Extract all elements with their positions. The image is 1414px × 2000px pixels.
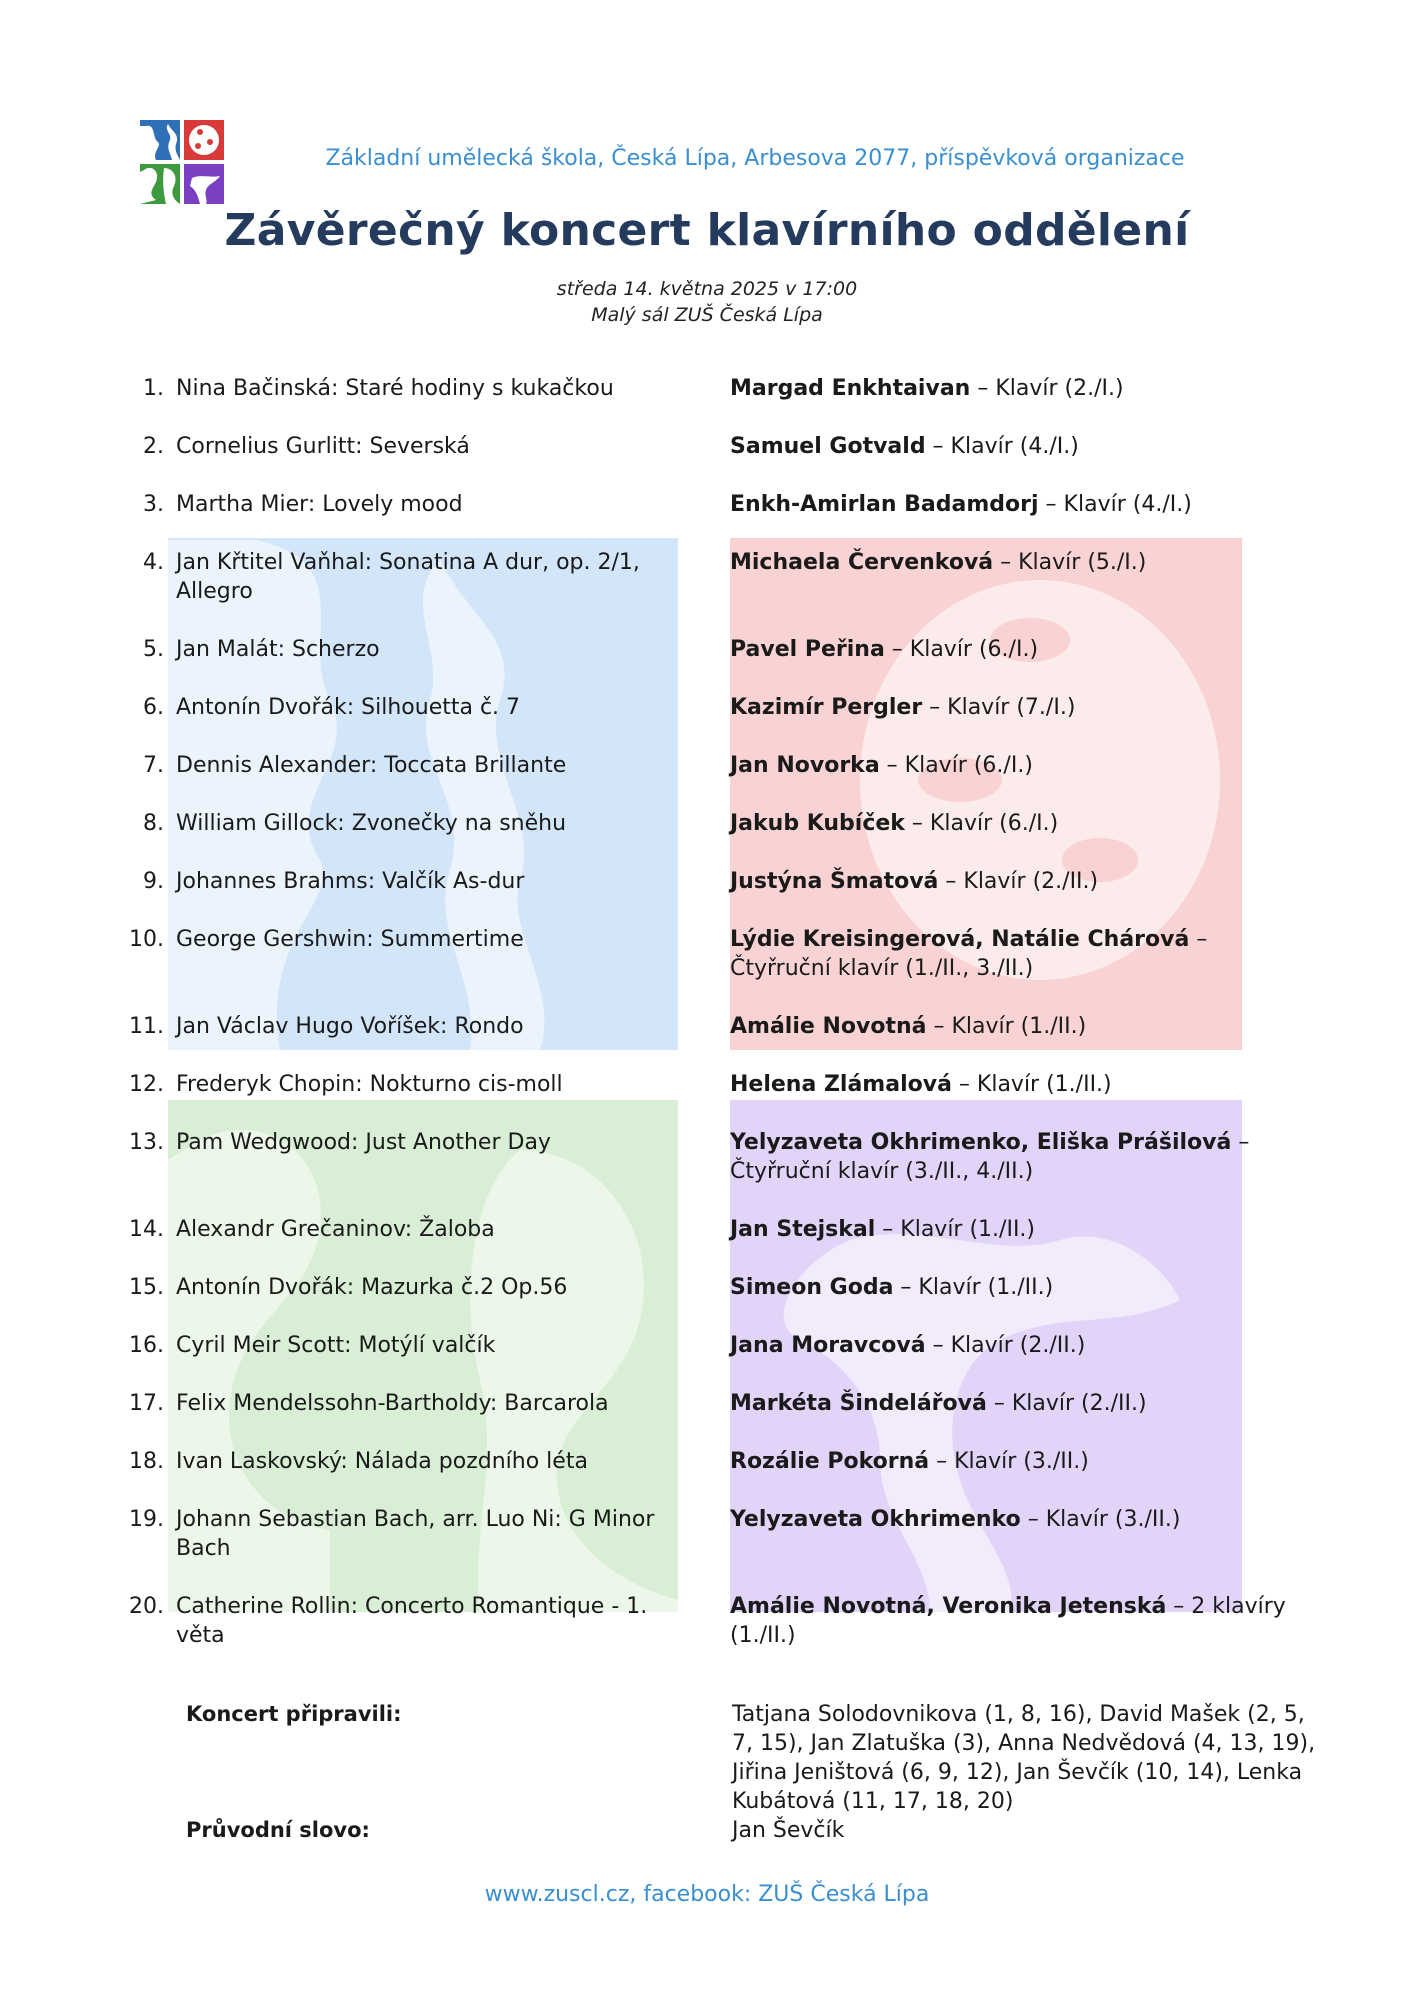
performer-line [730, 1012, 1310, 1041]
venue-line: Malý sál ZUŠ Česká Lípa [591, 304, 823, 326]
item-number: 7. [143, 753, 164, 778]
performer-name: Samuel Gotvald [730, 434, 926, 459]
piece-title: Johannes Brahms: Valčík As-dur [176, 869, 525, 894]
performer-name: Yelyzaveta Okhrimenko, Eliška Prášilová [730, 1130, 1232, 1155]
performer-name: Justýna Šmatová [730, 869, 939, 894]
performer-detail: – Klavír (6./I.) [884, 637, 1039, 662]
performer-detail: – Čtyřruční klavír (3./II., 4./II.) [730, 1130, 1250, 1184]
item-number: 2. [143, 434, 164, 459]
performer-line [730, 925, 1310, 983]
performer-detail: – 2 klavíry (1./II.) [730, 1594, 1286, 1648]
item-number: 11. [129, 1014, 164, 1039]
performer-detail: – Klavír (6./I.) [879, 753, 1033, 778]
performer-detail: – Klavír (3./II.) [929, 1449, 1089, 1474]
item-number: 12. [129, 1072, 164, 1097]
piece-title: Alexandr Grečaninov: Žaloba [176, 1217, 495, 1242]
performer-line [730, 374, 1310, 403]
footer-links: www.zuscl.cz, facebook: ZUŠ Česká Lípa [484, 1882, 930, 1907]
item-number: 6. [143, 695, 164, 720]
performer-line [730, 1389, 1310, 1418]
performer-detail: – Klavír (2./II.) [925, 1333, 1086, 1358]
piece-title: Jan Křtitel Vaňhal: Sonatina A dur, op. 2/1, Allegro [176, 550, 640, 604]
item-number: 17. [129, 1391, 164, 1416]
performer-name: Amálie Novotná, Veronika Jetenská [730, 1594, 1167, 1619]
performer-line [730, 867, 1310, 896]
performer-name: Lýdie Kreisingerová, Natálie Chárová [730, 927, 1190, 952]
piece-title: Jan Malát: Scherzo [176, 637, 380, 662]
performer-detail: – Klavír (2./II.) [938, 869, 1099, 894]
performer-name: Amálie Novotná [730, 1014, 927, 1039]
item-number: 4. [143, 550, 164, 575]
piece-title: Johann Sebastian Bach, arr. Luo Ni: G Minor Bach [176, 1507, 655, 1561]
item-number: 20. [129, 1594, 164, 1619]
word-text: Jan Ševčík [732, 1818, 845, 1843]
page-title: Závěrečný koncert klavírního oddělení [224, 205, 1190, 256]
performer-name: Jan Stejskal [730, 1217, 876, 1242]
school-logo [140, 120, 224, 204]
performer-name: Rozálie Pokorná [730, 1449, 930, 1474]
performer-line [730, 1447, 1310, 1476]
item-number: 9. [143, 869, 164, 894]
prepared-label: Koncert připravili: [186, 1702, 402, 1726]
performer-detail: – Klavír (4./I.) [925, 434, 1079, 459]
performer-name: Helena Zlámalová [730, 1072, 952, 1097]
item-number: 14. [129, 1217, 164, 1242]
piece-title: Pam Wedgwood: Just Another Day [176, 1130, 551, 1155]
piece-title: Catherine Rollin: Concerto Romantique - 1. věta [176, 1594, 648, 1648]
performer-name: Yelyzaveta Okhrimenko [730, 1507, 1021, 1532]
performer-name: Pavel Peřina [730, 637, 885, 662]
performer-name: Michaela Červenková [730, 550, 994, 575]
word-label: Průvodní slovo: [186, 1818, 370, 1842]
piece-title: Dennis Alexander: Toccata Brillante [176, 753, 567, 778]
piece-title: Nina Bačinská: Staré hodiny s kukačkou [176, 376, 614, 401]
performer-line [730, 635, 1310, 664]
item-number: 10. [129, 927, 164, 952]
piece-title: Jan Václav Hugo Voříšek: Rondo [176, 1014, 524, 1039]
performer-line [730, 751, 1310, 780]
item-number: 18. [129, 1449, 164, 1474]
performer-name: Margad Enkhtaivan [730, 376, 971, 401]
watermark-blue-quadrant [168, 538, 678, 1050]
piece-title: William Gillock: Zvonečky na sněhu [176, 811, 567, 836]
performer-line [730, 432, 1310, 461]
performer-name: Jakub Kubíček [730, 811, 905, 836]
item-number: 3. [143, 492, 164, 517]
performer-detail: – Klavír (6./I.) [904, 811, 1059, 836]
performer-line [730, 809, 1310, 838]
performer-line [730, 490, 1310, 519]
piece-title: Ivan Laskovský: Nálada pozdního léta [176, 1449, 588, 1474]
prepared-text: Tatjana Solodovnikova (1, 8, 16), David Mašek (2, 5, 7, 15), Jan Zlatuška (3), Anna Nedvědová (4, 13, 19), Jiřina Jeništová (6, 9, 12), Jan Ševčík (10, 14), Lenka Kubátová (11, 17, 18, 20) [732, 1702, 1316, 1814]
school-name: Základní umělecká škola, Česká Lípa, Arbesova 2077, příspěvková organizace [325, 146, 1185, 171]
item-number: 19. [129, 1507, 164, 1532]
performer-detail: – Klavír (1./II.) [893, 1275, 1054, 1300]
performer-line [730, 1215, 1310, 1244]
performer-detail: – Klavír (2./II.) [986, 1391, 1147, 1416]
performer-line [730, 1592, 1310, 1650]
piece-title: Cornelius Gurlitt: Severská [176, 434, 470, 459]
performer-name: Jana Moravcová [730, 1333, 926, 1358]
performer-line [730, 1273, 1310, 1302]
item-number: 13. [129, 1130, 164, 1155]
performer-name: Kazimír Pergler [730, 695, 923, 720]
item-number: 1. [143, 376, 164, 401]
performer-detail: – Klavír (1./II.) [875, 1217, 1036, 1242]
item-number: 15. [129, 1275, 164, 1300]
performer-detail: – Klavír (5./I.) [993, 550, 1147, 575]
performer-line [730, 1505, 1310, 1534]
performer-detail: – Klavír (1./II.) [951, 1072, 1112, 1097]
performer-detail: – Klavír (4./I.) [1038, 492, 1192, 517]
item-number: 8. [143, 811, 164, 836]
date-line: středa 14. května 2025 v 17:00 [556, 278, 858, 300]
performer-line [730, 1331, 1310, 1360]
piece-title: Antonín Dvořák: Mazurka č.2 Op.56 [176, 1275, 568, 1300]
piece-title: Antonín Dvořák: Silhouetta č. 7 [176, 695, 521, 720]
item-number: 16. [129, 1333, 164, 1358]
piece-title: Felix Mendelssohn-Bartholdy: Barcarola [176, 1391, 609, 1416]
performer-line [730, 548, 1310, 577]
performer-detail: – Klavír (1./II.) [926, 1014, 1087, 1039]
performer-detail: – Čtyřruční klavír (1./II., 3./II.) [730, 927, 1208, 981]
performer-detail: – Klavír (3./II.) [1020, 1507, 1181, 1532]
performer-detail: – Klavír (7./I.) [922, 695, 1076, 720]
performer-name: Jan Novorka [730, 753, 880, 778]
performer-name: Markéta Šindelářová [730, 1391, 987, 1416]
performer-detail: – Klavír (2./I.) [970, 376, 1124, 401]
performer-line [730, 693, 1310, 722]
performer-name: Enkh-Amirlan Badamdorj [730, 492, 1039, 517]
piece-title: George Gershwin: Summertime [176, 927, 524, 952]
performer-line [730, 1070, 1310, 1099]
item-number: 5. [143, 637, 164, 662]
performer-line [730, 1128, 1310, 1186]
piece-title: Frederyk Chopin: Nokturno cis-moll [176, 1072, 563, 1097]
piece-title: Cyril Meir Scott: Motýlí valčík [176, 1333, 496, 1358]
performer-name: Simeon Goda [730, 1275, 894, 1300]
piece-title: Martha Mier: Lovely mood [176, 492, 463, 517]
